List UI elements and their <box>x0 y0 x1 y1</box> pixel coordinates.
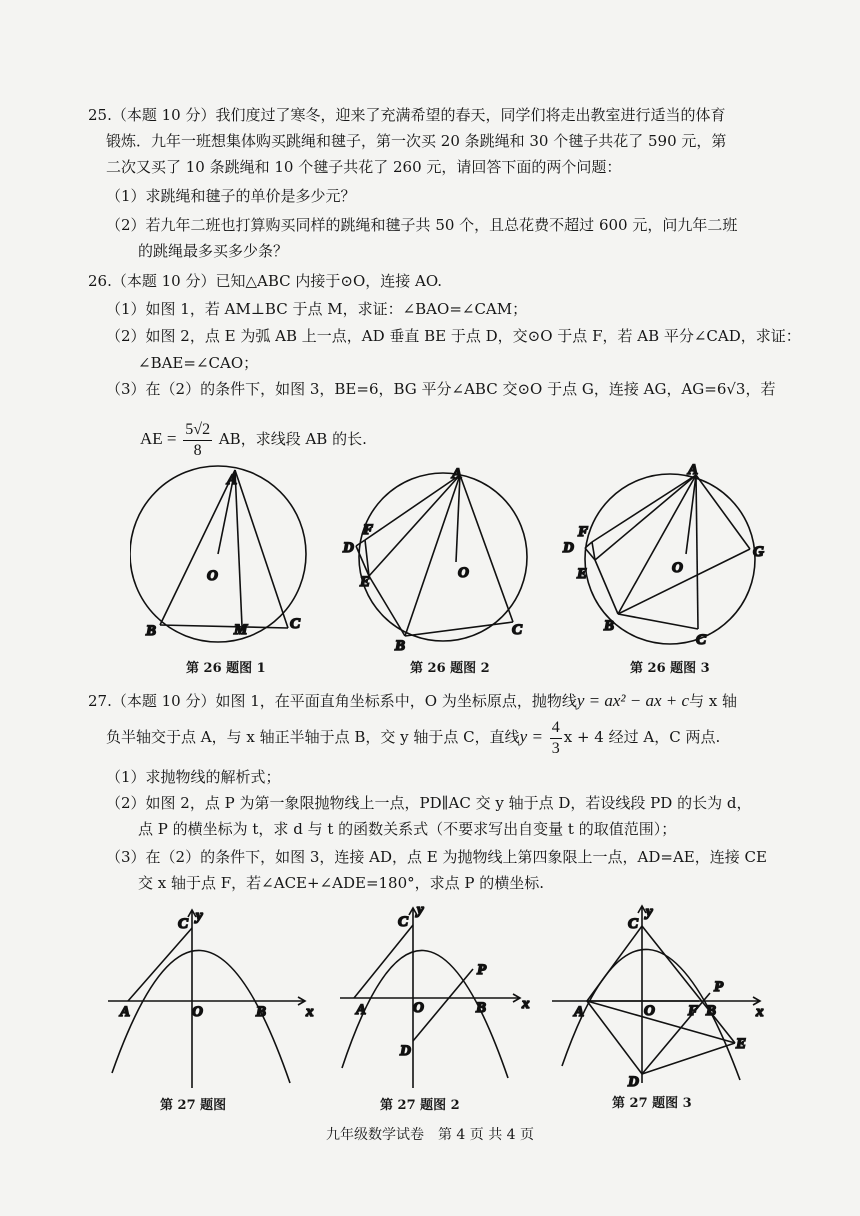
label-C: C <box>398 914 409 930</box>
q27-line2: 负半轴交于点 A，与 x 轴正半轴于点 B，交 y 轴于点 C，直线y = $\frac{4}{3}$ x + 4 经过 A，C 两点. <box>106 718 721 757</box>
label-B: B <box>604 618 615 634</box>
label-y: y <box>646 904 653 920</box>
label-C: C <box>290 616 301 632</box>
parabola-equation: y = ax² − ax + c <box>576 691 690 710</box>
label-O: O <box>458 565 469 581</box>
label-O: O <box>192 1004 203 1020</box>
label-C: C <box>178 916 189 932</box>
q26-figure1 <box>130 466 306 642</box>
q25-part1: （1）求跳绳和毽子的单价是多少元？ <box>106 187 356 205</box>
ae-expression: AE = <box>140 429 177 448</box>
label-M: M <box>234 622 248 638</box>
fraction-4-over-3: $\frac{4}{3}$ <box>551 718 560 757</box>
q27-part2-line2: 点 P 的横坐标为 t，求 d 与 t 的函数关系式（不要求写出自变量 t 的取值范围）； <box>138 820 677 838</box>
label-D: D <box>400 1043 411 1059</box>
fraction-5root2-over-8: $\frac{5√2}{8}$ <box>185 420 211 459</box>
q25-line2: 锻炼．九年一班想集体购买跳绳和毽子，第一次买 20 条跳绳和 30 个毽子共花了 590 元，第 <box>106 132 727 150</box>
q27-figure1 <box>108 908 314 1088</box>
label-y: y <box>196 908 203 924</box>
label-F: F <box>363 522 374 538</box>
label-A: A <box>688 462 699 478</box>
label-B: B <box>706 1003 717 1019</box>
page-footer: 九年级数学试卷 第 4 页 共 4 页 <box>325 1127 535 1143</box>
label-E: E <box>736 1036 747 1052</box>
label-D: D <box>628 1074 639 1090</box>
label-O: O <box>672 560 683 576</box>
q25-part2-line1: （2）若九年二班也打算购买同样的跳绳和毽子共 50 个，且总花费不超过 600 元，问九年二班 <box>106 216 738 234</box>
q26-part2-line2: ∠BAE=∠CAO； <box>138 354 259 372</box>
q26-part3-line1: （3）在（2）的条件下，如图 3，BE=6，BG 平分∠ABC 交⊙O 于点 G，连接 AG，AG=6√3，若 <box>106 380 776 398</box>
q26-caption3: 第 26 题图 3 <box>630 661 710 676</box>
q25-line3: 二次又买了 10 条跳绳和 10 个毽子共花了 260 元，请回答下面的两个问题： <box>106 158 622 176</box>
label-C: C <box>628 916 639 932</box>
q27-caption2: 第 27 题图 2 <box>380 1098 460 1113</box>
label-D: D <box>343 540 354 556</box>
label-D: D <box>563 540 574 556</box>
q26-caption1: 第 26 题图 1 <box>186 661 266 676</box>
q26-part3-line2: AE = $\frac{5√2}{8}$ AB，求线段 AB 的长. <box>140 420 367 459</box>
q27-line1: 27.（本题 10 分）如图 1，在平面直角坐标系中，O 为坐标原点，抛物线y = ax² − ax + c与 x 轴 <box>88 691 738 710</box>
label-A: A <box>120 1004 131 1020</box>
q27-caption3: 第 27 题图 3 <box>612 1096 692 1111</box>
label-B: B <box>146 623 157 639</box>
label-A: A <box>452 466 463 482</box>
q26-caption2: 第 26 题图 2 <box>410 661 490 676</box>
q26-part2-line1: （2）如图 2，点 E 为弧 AB 上一点，AD 垂直 BE 于点 D，交⊙O 于点 F，若 AB 平分∠CAD，求证： <box>106 327 801 345</box>
q27-part1: （1）求抛物线的解析式； <box>106 768 281 786</box>
q27-figures <box>100 898 780 1098</box>
label-y: y <box>417 902 424 918</box>
q27-part3-line2: 交 x 轴于点 F，若∠ACE+∠ADE=180°，求点 P 的横坐标. <box>138 874 545 892</box>
q26-head: 26.（本题 10 分）已知△ABC 内接于⊙O，连接 AO. <box>88 272 443 290</box>
label-F: F <box>578 524 589 540</box>
q27-part2-line1: （2）如图 2，点 P 为第一象限抛物线上一点，PD∥AC 交 y 轴于点 D，若设线段 PD 的长为 d， <box>106 794 752 812</box>
q25-line1: 25.（本题 10 分）我们度过了寒冬，迎来了充满希望的春天，同学们将走出教室进行适当的体育 <box>88 106 726 124</box>
label-A: A <box>356 1002 367 1018</box>
label-O: O <box>644 1003 655 1019</box>
q27-part3-line1: （3）在（2）的条件下，如图 3，连接 AD，点 E 为抛物线上第四象限上一点，AD=AE，连接 CE <box>106 848 767 866</box>
label-C: C <box>512 622 523 638</box>
label-C: C <box>696 632 707 648</box>
label-G: G <box>753 544 764 560</box>
q27-caption1: 第 27 题图 <box>160 1098 227 1113</box>
label-F: F <box>688 1003 699 1019</box>
label-O: O <box>207 568 218 584</box>
q26-figure3 <box>562 462 764 648</box>
q27-figure2 <box>340 902 530 1088</box>
label-A: A <box>227 472 238 488</box>
label-x: x <box>522 996 530 1012</box>
label-E: E <box>360 574 371 590</box>
q26-figure2 <box>342 466 527 654</box>
label-B: B <box>256 1004 267 1020</box>
label-A: A <box>574 1004 585 1020</box>
q25-part2-line2: 的跳绳最多买多少条？ <box>138 242 289 260</box>
q26-figures <box>130 462 830 672</box>
label-O: O <box>413 1000 424 1016</box>
label-P: P <box>477 962 487 978</box>
label-B: B <box>395 638 406 654</box>
label-x: x <box>306 1004 314 1020</box>
label-P: P <box>714 979 724 995</box>
label-x: x <box>756 1004 764 1020</box>
label-B: B <box>476 1000 487 1016</box>
q27-figure3 <box>552 904 764 1090</box>
label-E: E <box>577 566 588 582</box>
q26-part1: （1）如图 1，若 AM⊥BC 于点 M，求证：∠BAO=∠CAM； <box>106 300 528 318</box>
